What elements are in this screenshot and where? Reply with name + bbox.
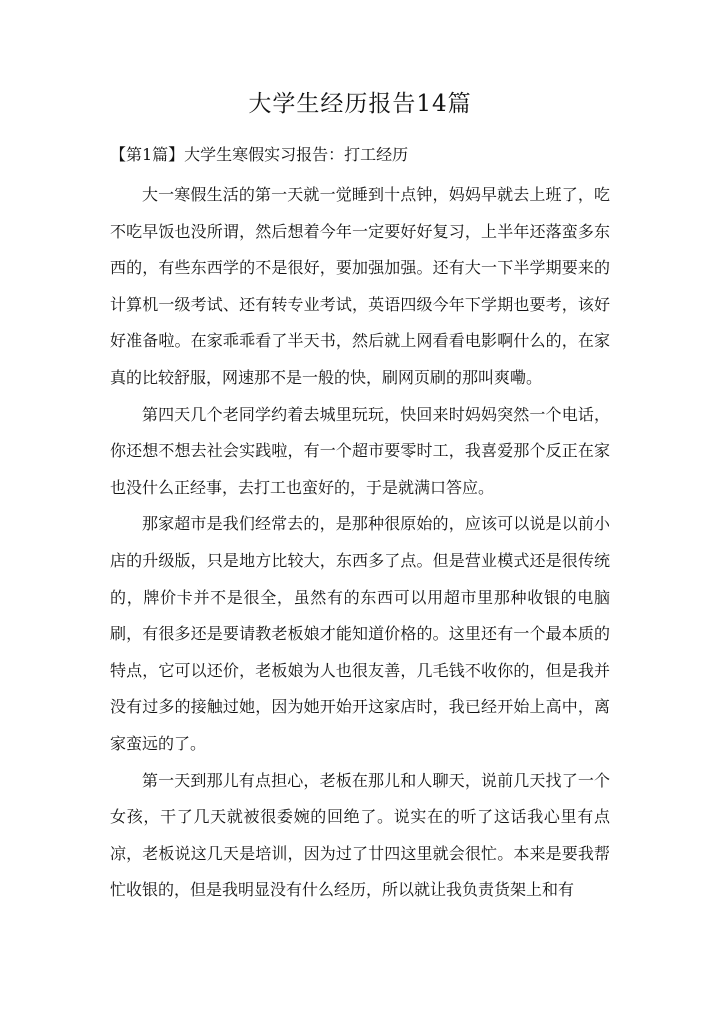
paragraph: 第一天到那儿有点担心，老板在那儿和人聊天，说前几天找了一个女孩，干了几天就被很委婉的回绝了。说实在的听了这话我心里有点凉，老板说这几天是培训，因为过了廿四这里就会很忙。本来是要我帮忙收银的，但是我明显没有什么经历，所以就让我负责货架上和有: [110, 770, 610, 900]
paragraph: 那家超市是我们经常去的，是那种很原始的，应该可以说是以前小店的升级版，只是地方比较大，东西多了点。但是营业模式还是很传统的，牌价卡并不是很全，虽然有的东西可以用超市里那种收银的电脑刷，有很多还是要请教老板娘才能知道价格的。这里还有一个最本质的特点，它可以还价，老板娘为人也很友善，几毛钱不收你的，但是我并没有过多的接触过她，因为她开始开这家店时，我已经开始上高中，离家蛮远的了。: [110, 514, 610, 753]
paragraph: 大一寒假生活的第一天就一觉睡到十点钟，妈妈早就去上班了，吃不吃早饭也没所谓，然后想着今年一定要好好复习，上半年还落蛮多东西的，有些东西学的不是很好，要加强加强。还有大一下半学期要来的计算机一级考试、还有转专业考试，英语四级今年下学期也要考，该好好准备啦。在家乖乖看了半天书，然后就上网看看电影啊什么的，在家真的比较舒服，网速那不是一般的快，刷网页刷的那叫爽嘞。: [110, 185, 610, 387]
document-title: 大学生经历报告14篇: [248, 91, 472, 117]
section-heading: 【第1篇】大学生寒假实习报告：打工经历: [110, 145, 409, 164]
paragraph: 第四天几个老同学约着去城里玩玩，快回来时妈妈突然一个电话，你还想不想去社会实践啦，有一个超市要零时工，我喜爱那个反正在家也没什么正经事，去打工也蛮好的，于是就满口答应。: [110, 404, 610, 497]
document-body: [110, 177, 610, 909]
